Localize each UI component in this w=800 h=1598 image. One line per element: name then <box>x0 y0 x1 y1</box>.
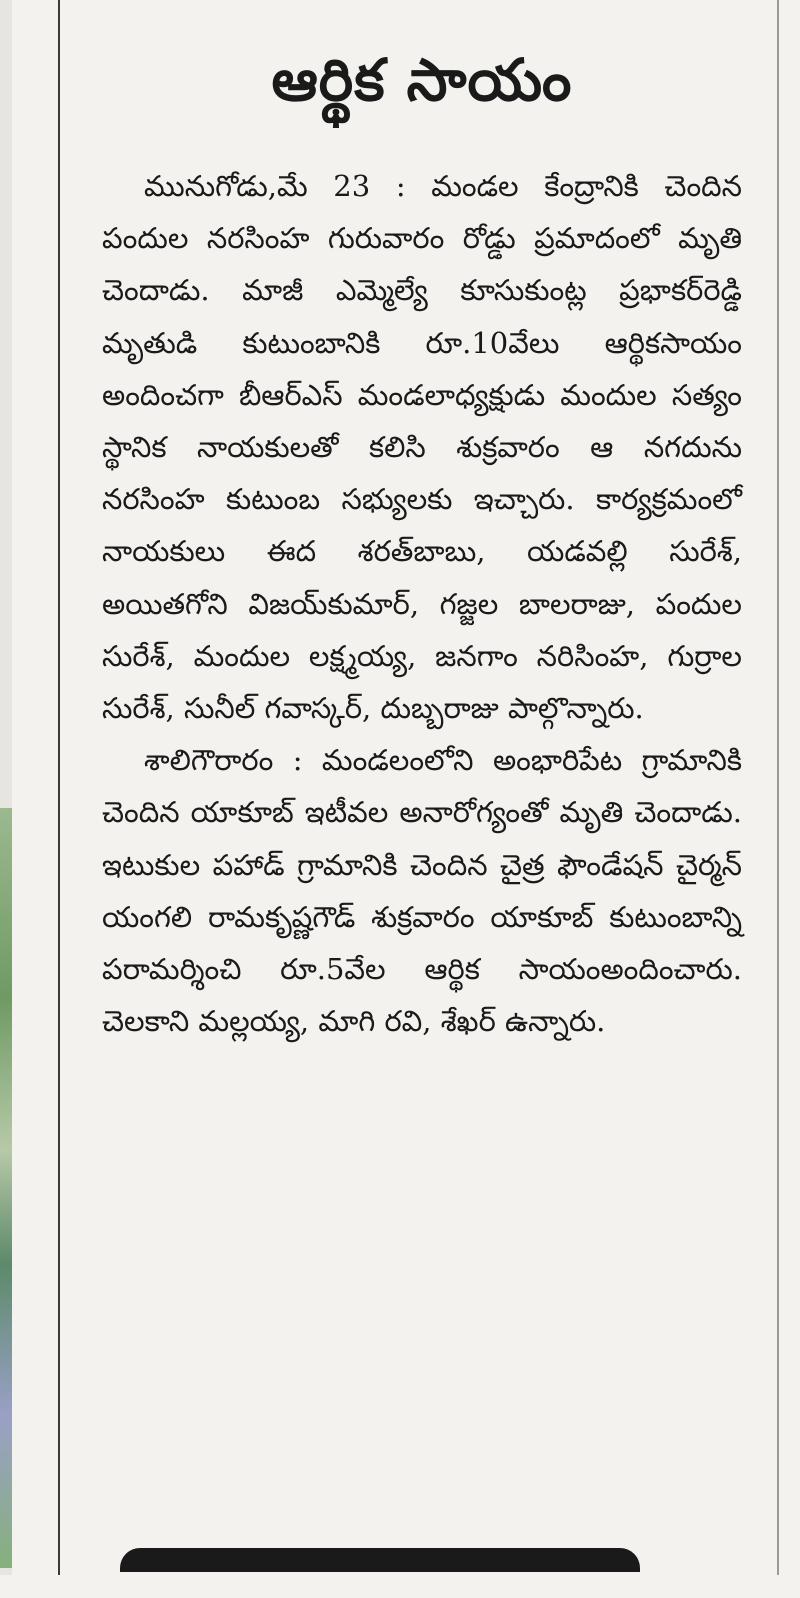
news-article <box>92 0 752 1575</box>
article-body <box>102 160 742 1047</box>
column-rule-left <box>58 0 60 1575</box>
article-paragraph-shaligouraram: శాలిగౌరారం : మండలంలోని అంభారిపేట గ్రామానికి చెందిన యాకూబ్ ఇటీవల అనారోగ్యంతో మృతి చెందాడు. ఇటుకుల పహాడ్ గ్రామానికి చెందిన చైత్ర ఫౌండేషన్ చైర్మన్ యంగలి రామకృష్ణగౌడ్ శుక్రవారం యాకూబ్ కుటుంబాన్ని పరామర్శించి రూ.5వేల ఆర్థిక సాయంఅందించారు. చెలకాని మల్లయ్య, మాగి రవి, శేఖర్ ఉన్నారు. <box>102 743 742 1039</box>
adjacent-photo-edge <box>0 808 12 1568</box>
article-headline: ఆర్థిక సాయం <box>271 46 573 114</box>
column-rule-right <box>777 0 779 1575</box>
article-paragraph-munugodu: మునుగోడు,మే 23 : మండల కేంద్రానికి చెందిన పందుల నరసింహ గురువారం రోడ్డు ప్రమాదంలో మృతి చెందాడు. మాజీ ఎమ్మెల్యే కూసుకుంట్ల ప్రభాకర్‌రెడ్డి మృతుడి కుటుంబానికి రూ.10వేలు ఆర్థికసాయం అందించగా బీఆర్‌ఎస్ మండలాధ్యక్షుడు మందుల సత్యం స్థానిక నాయకులతో కలిసి శుక్రవారం ఆ నగదును నరసింహ కుటుంబ సభ్యులకు ఇచ్చారు. కార్యక్రమంలో నాయకులు ఈద శరత్‌బాబు, యడవల్లి సురేశ్, అయితగోని విజయ్‌కుమార్, గజ్జల బాలరాజు, పందుల సురేశ్, మందుల లక్ష్మయ్య, జనగాం నరిసింహ, గుర్రాల సురేశ్, సునీల్ గవాస్కర్, దుబ్బరాజు పాల్గొన్నారు. <box>102 169 742 726</box>
next-article-headline-cropped <box>120 1538 640 1598</box>
